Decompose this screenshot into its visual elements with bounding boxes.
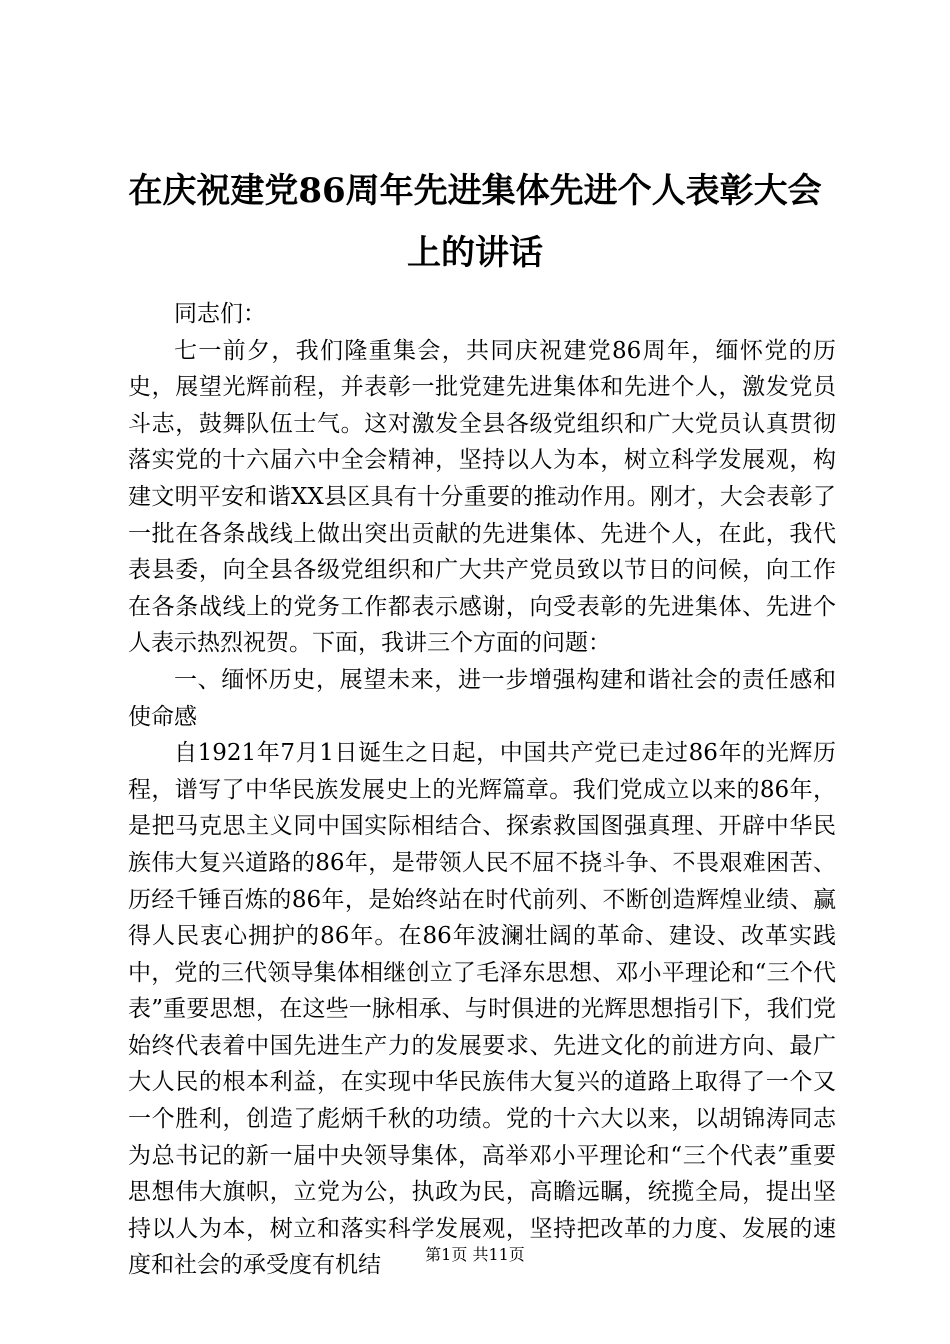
- salutation-paragraph: 同志们：: [174, 301, 266, 327]
- page-footer: 第1页 共11页: [425, 1245, 525, 1264]
- history-paragraph: 自1921年7月1日诞生之日起，中国共产党已走过86年的光辉历程，谱写了中华民族发展史上的光辉篇章。我们党成立以来的86年，是把马克思主义同中国实际相结合、探索救国图强真理、开辟中华民族伟大复兴道路的86年，是带领人民不屈不挠斗争、不畏艰难困苦、历经千锤百炼的86年，是始终站在时代前列、不断创造辉煌业绩、赢得人民衷心拥护的86年。在86年波澜壮阔的革命、建设、改革实践中，党的三代领导集体相继创立了毛泽东思想、邓小平理论和“三个代表”重要思想，在这些一脉相承、与时俱进的光辉思想指引下，我们党始终代表着中国先进生产力的发展要求、先进文化的前进方向、最广大人民的根本利益，在实现中华民族伟大复兴的道路上取得了一个又一个胜利，创造了彪炳千秋的功绩。党的十六大以来，以胡锦涛同志为总书记的新一届中央领导集体，高举邓小平理论和“三个代表”重要思想伟大旗帜，立党为公，执政为民，高瞻远瞩，统揽全局，提出坚持以人为本，树立和落实科学发展观，坚持把改革的力度、发展的速度和社会的承受度有机结: [128, 740, 836, 1279]
- intro-paragraph: 七一前夕，我们隆重集会，共同庆祝建党86周年，缅怀党的历史，展望光辉前程，并表彰一批党建先进集体和先进个人，激发党员斗志，鼓舞队伍士气。这对激发全县各级党组织和广大党员认真贯彻落实党的十六届六中全会精神，坚持以人为本，树立科学发展观，构建文明平安和谐XX县区具有十分重要的推动作用。刚才，大会表彰了一批在各条战线上做出突出贡献的先进集体、先进个人，在此，我代表县委，向全县各级党组织和广大共产党员致以节日的问候，向工作在各条战线上的党务工作都表示感谢，向受表彰的先进集体、先进个人表示热烈祝贺。下面，我讲三个方面的问题：: [128, 337, 836, 657]
- section-heading-paragraph: 一、缅怀历史，展望未来，进一步增强构建和谐社会的责任感和使命感: [128, 666, 836, 730]
- document-body: [128, 296, 836, 1284]
- document-title: 在庆祝建党86周年先进集体先进个人表彰大会上的讲话: [128, 171, 822, 273]
